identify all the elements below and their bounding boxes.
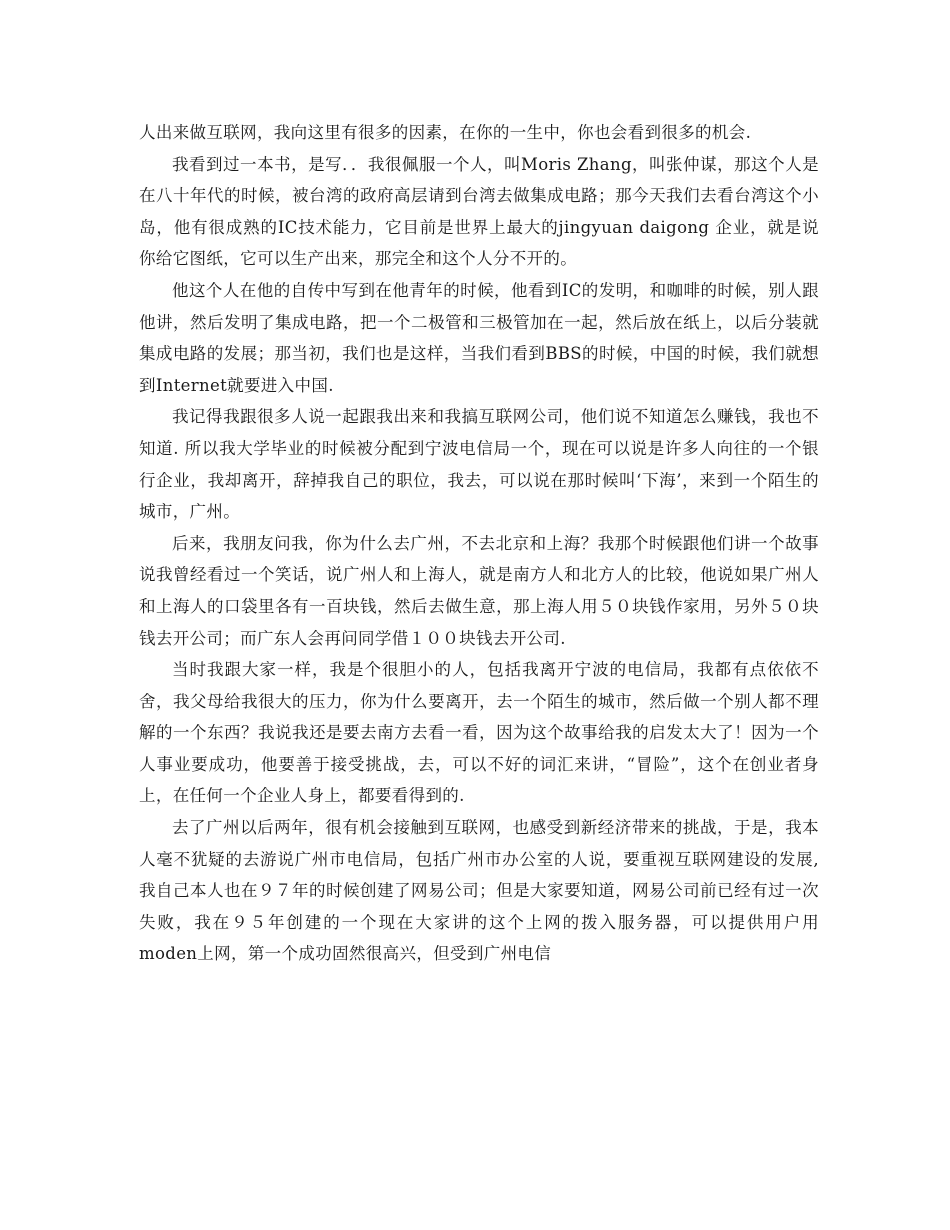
paragraph: 后来，我朋友问我，你为什么去广州，不去北京和上海？我那个时候跟他们讲一个故事说我曾经看过一个笑话，说广州人和上海人，就是南方人和北方人的比较，他说如果广州人和上海人的口袋里各有一百块钱，然后去做生意，那上海人用５０块钱作家用，另外５０块钱去开公司；而广东人会再问同学借１００块钱去开公司. — [139, 533, 819, 648]
paragraph: 去了广州以后两年，很有机会接触到互联网，也感受到新经济带来的挑战，于是，我本人毫不犹疑的去游说广州市电信局，包括广州市办公室的人说，要重视互联网建设的发展, 我自己本人也在９７年的时候创建了网易公司；但是大家要知道，网易公司前已经有过一次失败，我在９５年创建的一个现在大家讲的这个上网的拨入服务器，可以提供用户用moden上网，第一个成功固然很高兴，但受到广州电信 — [139, 818, 819, 964]
paragraph: 当时我跟大家一样，我是个很胆小的人，包括我离开宁波的电信局，我都有点依依不舍，我父母给我很大的压力，你为什么要离开，去一个陌生的城市，然后做一个别人都不理解的一个东西？我说我还是要去南方去看一看，因为这个故事给我的启发太大了！因为一个人事业要成功，他要善于接受挑战，去，可以不好的词汇来讲，“冒险”，这个在创业者身上，在任何一个企业人身上，都要看得到的. — [139, 660, 819, 806]
paragraph: 我看到过一本书，是写．．我很佩服一个人，叫Moris Zhang，叫张仲谋，那这个人是在八十年代的时候，被台湾的政府高层请到台湾去做集成电路；那今天我们去看台湾这个小岛，他有很成熟的IC技术能力，它目前是世界上最大的jingyuan daigong 企业，就是说你给它图纸，它可以生产出来，那完全和这个人分不开的。 — [139, 154, 819, 269]
paragraph: 人出来做互联网，我向这里有很多的因素，在你的一生中，你也会看到很多的机会. — [139, 123, 752, 142]
paragraph: 他这个人在他的自传中写到在他青年的时候，他看到IC的发明，和咖啡的时候，别人跟他讲，然后发明了集成电路，把一个二极管和三极管加在一起，然后放在纸上，以后分装就集成电路的发展；那当初，我们也是这样，当我们看到BBS的时候，中国的时候，我们就想到Internet就要进入中国. — [139, 280, 819, 395]
paragraph: 我记得我跟很多人说一起跟我出来和我搞互联网公司，他们说不知道怎么赚钱，我也不知道. 所以我大学毕业的时候被分配到宁波电信局一个，现在可以说是许多人向往的一个银行企业，我却离开，辞掉我自己的职位，我去，可以说在那时候叫‘下海’，来到一个陌生的城市，广州。 — [139, 407, 819, 522]
document-page — [139, 117, 819, 970]
